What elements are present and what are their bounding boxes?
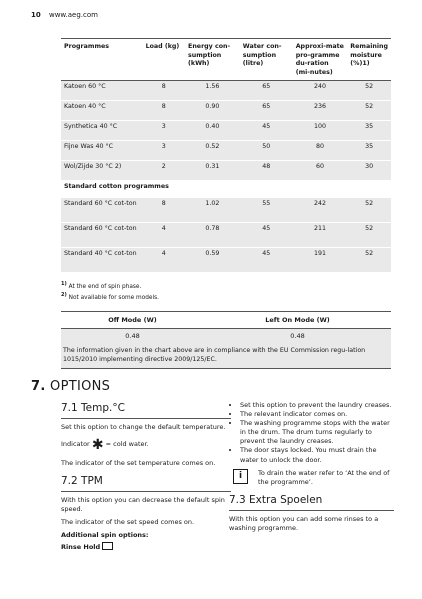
extra-text: With this option you can add some rinses to a washing programme.: [229, 514, 379, 532]
table-cell: 211: [293, 223, 348, 248]
table-cell: 242: [293, 198, 348, 223]
temp-text: Set this option to change the default temperature.: [61, 422, 226, 431]
table-cell: 35: [347, 121, 391, 141]
table-cell: 80: [293, 141, 348, 161]
table-row: [61, 121, 391, 141]
indicator-text: = cold water.: [105, 439, 149, 448]
footnote-1: [61, 281, 141, 290]
col-load: Load (kg): [143, 39, 185, 81]
section-heading: [31, 379, 110, 394]
right-column: [229, 401, 394, 537]
footnote-text: At the end of spin phase.: [68, 283, 142, 290]
col-water: Water con-sumption (litre): [240, 39, 293, 81]
table-cell: 60: [293, 161, 348, 181]
section-title: OPTIONS: [50, 379, 111, 394]
programme-table: [61, 38, 391, 273]
rinse-hold-label: Rinse Hold: [61, 542, 101, 551]
table-cell: 100: [293, 121, 348, 141]
table-cell: 48: [240, 161, 293, 181]
page-number: 10: [31, 11, 41, 19]
rinse-hold-bullets: [229, 401, 394, 465]
table-row: [61, 223, 391, 248]
additional-spin-label: Additional spin options:: [61, 531, 149, 540]
table-cell: Synthetica 40 °C: [61, 121, 143, 141]
left-column: [61, 401, 231, 556]
table-row: [61, 81, 391, 101]
table-cell: 30: [347, 161, 391, 181]
table-cell: 52: [347, 248, 391, 273]
info-icon: i: [233, 469, 248, 484]
table-cell: 4: [143, 248, 185, 273]
info-note: [229, 469, 394, 487]
table-cell: Katoen 60 °C: [61, 81, 143, 101]
info-text: To drain the water refer to ‘At the end of the programme’.: [258, 468, 390, 486]
table-cell: 3: [143, 121, 185, 141]
site-url: www.aeg.com: [48, 11, 98, 19]
table-cell: 0.52: [185, 141, 240, 161]
off-mode-value: 0.48: [61, 329, 204, 344]
table-cell: 1.56: [185, 81, 240, 101]
left-on-mode-header: Left On Mode (W): [204, 312, 391, 329]
table-row: [61, 141, 391, 161]
table-cell: 50: [240, 141, 293, 161]
table-cell: 2: [143, 161, 185, 181]
temp-heading: 7.1 Temp.°C: [61, 401, 231, 419]
table-cell: Wol/Zijde 30 °C 2): [61, 161, 143, 181]
table-cell: 0.31: [185, 161, 240, 181]
table-cell: 8: [143, 101, 185, 121]
footnote-2: [61, 292, 159, 301]
table-cell: 1.02: [185, 198, 240, 223]
list-item: • The door stays locked. You must drain the water to unlock the door.: [240, 446, 394, 464]
table-row: [61, 248, 391, 273]
table-cell: 45: [240, 248, 293, 273]
table-cell: 0.78: [185, 223, 240, 248]
section-number: 7.: [31, 379, 46, 394]
section-label: Standard cotton programmes: [61, 181, 391, 198]
rinse-hold-icon: [102, 542, 113, 550]
table-header-row: [61, 39, 391, 81]
snowflake-icon: ✱: [91, 436, 104, 453]
table-cell: 65: [240, 81, 293, 101]
tpm-indicator-note: The indicator of the set speed comes on.: [61, 518, 195, 527]
table-cell: 0.59: [185, 248, 240, 273]
mode-header-row: [61, 312, 391, 329]
table-cell: 191: [293, 248, 348, 273]
left-on-mode-value: 0.48: [204, 329, 391, 344]
table-cell: 8: [143, 198, 185, 223]
extra-heading: 7.3 Extra Spoelen: [229, 493, 394, 511]
table-cell: 55: [240, 198, 293, 223]
table-cell: Standard 60 °C cot-ton: [61, 198, 143, 223]
table-cell: 0.90: [185, 101, 240, 121]
table-cell: 65: [240, 101, 293, 121]
table-cell: 3: [143, 141, 185, 161]
table-cell: 52: [347, 223, 391, 248]
tpm-heading: 7.2 TPM: [61, 474, 231, 492]
col-programmes: Programmes: [61, 39, 143, 81]
mode-table: [61, 311, 391, 343]
compliance-note: The information given in the chart above are in compliance with the EU Commission regu-lation 1015/2010 implementing directive 2009/125/EC.: [61, 343, 391, 369]
table-row: [61, 101, 391, 121]
table-cell: Standard 40 °C cot-ton: [61, 248, 143, 273]
footnote-mark: 2): [61, 292, 67, 298]
table-cell: 45: [240, 223, 293, 248]
temp-indicator: [61, 436, 231, 456]
footnote-text: Not available for some models.: [68, 294, 159, 301]
tpm-text: With this option you can decrease the default spin speed.: [61, 496, 225, 514]
table-cell: 8: [143, 81, 185, 101]
footnote-mark: 1): [61, 281, 67, 287]
col-moisture: Remaining moisture (%)1): [347, 39, 391, 81]
page-header: [31, 11, 98, 19]
table-section-row: [61, 181, 391, 198]
table-row: [61, 198, 391, 223]
col-duration: Approxi-mate pro-gramme du-ration (mi-nutes): [293, 39, 348, 81]
list-item: • The washing programme stops with the water in the drum. The drum turns regularly to prevent the laundry creases.: [240, 419, 394, 446]
table-cell: 52: [347, 198, 391, 223]
table-cell: 35: [347, 141, 391, 161]
table-cell: Fijne Was 40 °C: [61, 141, 143, 161]
list-item: • Set this option to prevent the laundry creases.: [240, 401, 394, 410]
table-cell: 52: [347, 101, 391, 121]
list-item: • The relevant indicator comes on.: [240, 410, 394, 419]
table-cell: 4: [143, 223, 185, 248]
rinse-hold: [61, 542, 231, 552]
table-row: [61, 161, 391, 181]
table-cell: 45: [240, 121, 293, 141]
col-energy: Energy con-sumption (kWh): [185, 39, 240, 81]
table-cell: Standard 60 °C cot-ton: [61, 223, 143, 248]
off-mode-header: Off Mode (W): [61, 312, 204, 329]
indicator-label: Indicator: [61, 439, 90, 448]
table-cell: 240: [293, 81, 348, 101]
table-cell: 236: [293, 101, 348, 121]
table-cell: Katoen 40 °C: [61, 101, 143, 121]
mode-value-row: [61, 329, 391, 344]
table-cell: 52: [347, 81, 391, 101]
temp-indicator-note: The indicator of the set temperature comes on.: [61, 459, 216, 468]
table-cell: 0.40: [185, 121, 240, 141]
